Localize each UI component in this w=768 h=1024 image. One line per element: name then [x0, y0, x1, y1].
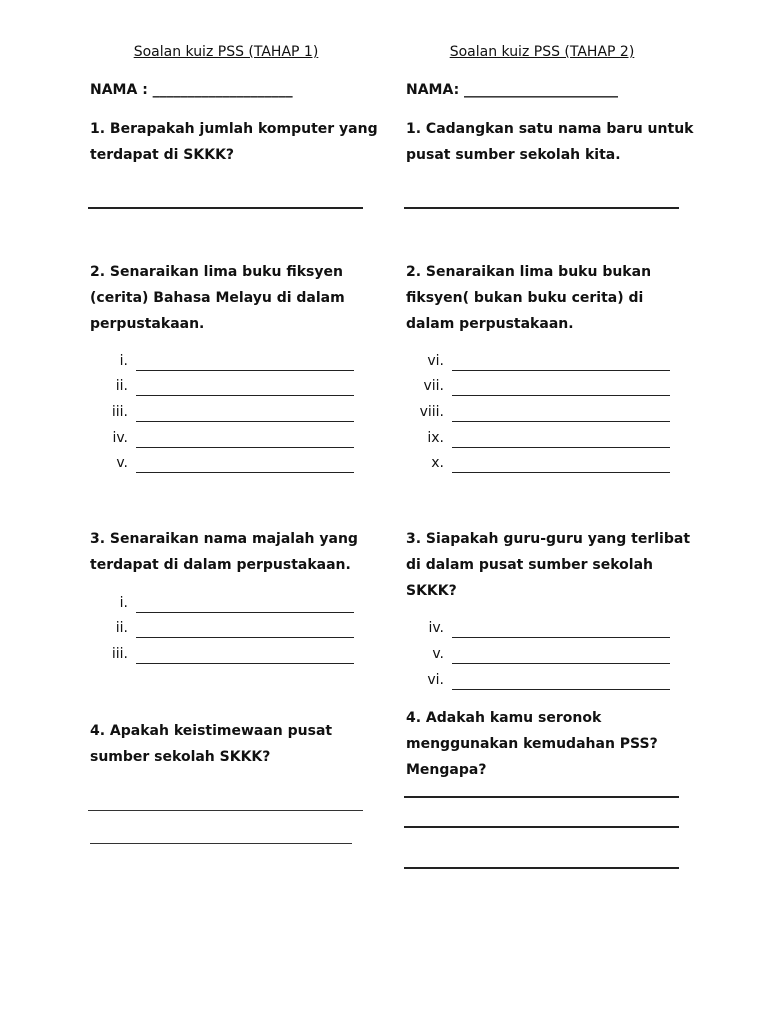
list-number: iv. — [428, 620, 444, 636]
list-number: vii. — [423, 378, 444, 394]
answer-line — [136, 395, 354, 396]
answer-line — [88, 207, 363, 209]
question-2: 2. Senaraikan lima buku bukan fiksyen( bukan buku cerita) di dalam perpustakaan. — [406, 264, 652, 332]
answer-line — [90, 843, 352, 844]
answer-line — [404, 796, 679, 798]
answer-line — [452, 395, 670, 396]
question-1: 1. Berapakah jumlah komputer yang terdapat di SKKK? — [90, 121, 378, 163]
list-number: iii. — [111, 646, 128, 662]
quiz-title: Soalan kuiz PSS (TAHAP 2) — [449, 44, 635, 60]
list-number: ix. — [427, 430, 444, 446]
list-number: i. — [119, 595, 128, 611]
answer-line — [136, 612, 354, 613]
list-number: i. — [119, 353, 128, 369]
answer-line — [404, 826, 679, 828]
list-number: ii. — [115, 620, 128, 636]
answer-line — [136, 637, 354, 638]
answer-line — [452, 447, 670, 448]
list-number: vi. — [427, 672, 444, 688]
question-2: 2. Senaraikan lima buku fiksyen (cerita) Bahasa Melayu di dalam perpustakaan. — [90, 264, 345, 332]
answer-line — [136, 447, 354, 448]
answer-line — [452, 472, 670, 473]
list-number: iv. — [112, 430, 128, 446]
answer-line — [136, 370, 354, 371]
question-4: 4. Apakah keistimewaan pusat sumber sekolah SKKK? — [90, 723, 333, 765]
answer-line — [452, 663, 670, 664]
answer-line — [136, 421, 354, 422]
answer-line — [452, 637, 670, 638]
list-number: iii. — [111, 404, 128, 420]
list-number: viii. — [419, 404, 444, 420]
question-4: 4. Adakah kamu seronok menggunakan kemudahan PSS? Mengapa? — [406, 710, 658, 778]
quiz-title: Soalan kuiz PSS (TAHAP 1) — [133, 44, 319, 60]
answer-line — [404, 207, 679, 209]
list-number: v. — [116, 455, 128, 471]
question-3: 3. Siapakah guru-guru yang terlibat di dalam pusat sumber sekolah SKKK? — [406, 531, 691, 599]
answer-line — [404, 867, 679, 869]
question-1: 1. Cadangkan satu nama baru untuk pusat sumber sekolah kita. — [406, 121, 694, 163]
answer-line — [136, 472, 354, 473]
question-3: 3. Senaraikan nama majalah yang terdapat di dalam perpustakaan. — [90, 531, 358, 573]
name-field-label: NAMA: ______________________ — [406, 82, 619, 98]
list-number: ii. — [115, 378, 128, 394]
quiz-tahap-2 — [404, 0, 704, 1024]
list-number: x. — [431, 455, 444, 471]
answer-line — [88, 810, 363, 811]
list-number: v. — [432, 646, 444, 662]
list-number: vi. — [427, 353, 444, 369]
answer-line — [452, 370, 670, 371]
answer-line — [136, 663, 354, 664]
name-field-label: NAMA : ____________________ — [90, 82, 293, 98]
quiz-tahap-1 — [88, 0, 388, 1024]
answer-line — [452, 421, 670, 422]
answer-line — [452, 689, 670, 690]
